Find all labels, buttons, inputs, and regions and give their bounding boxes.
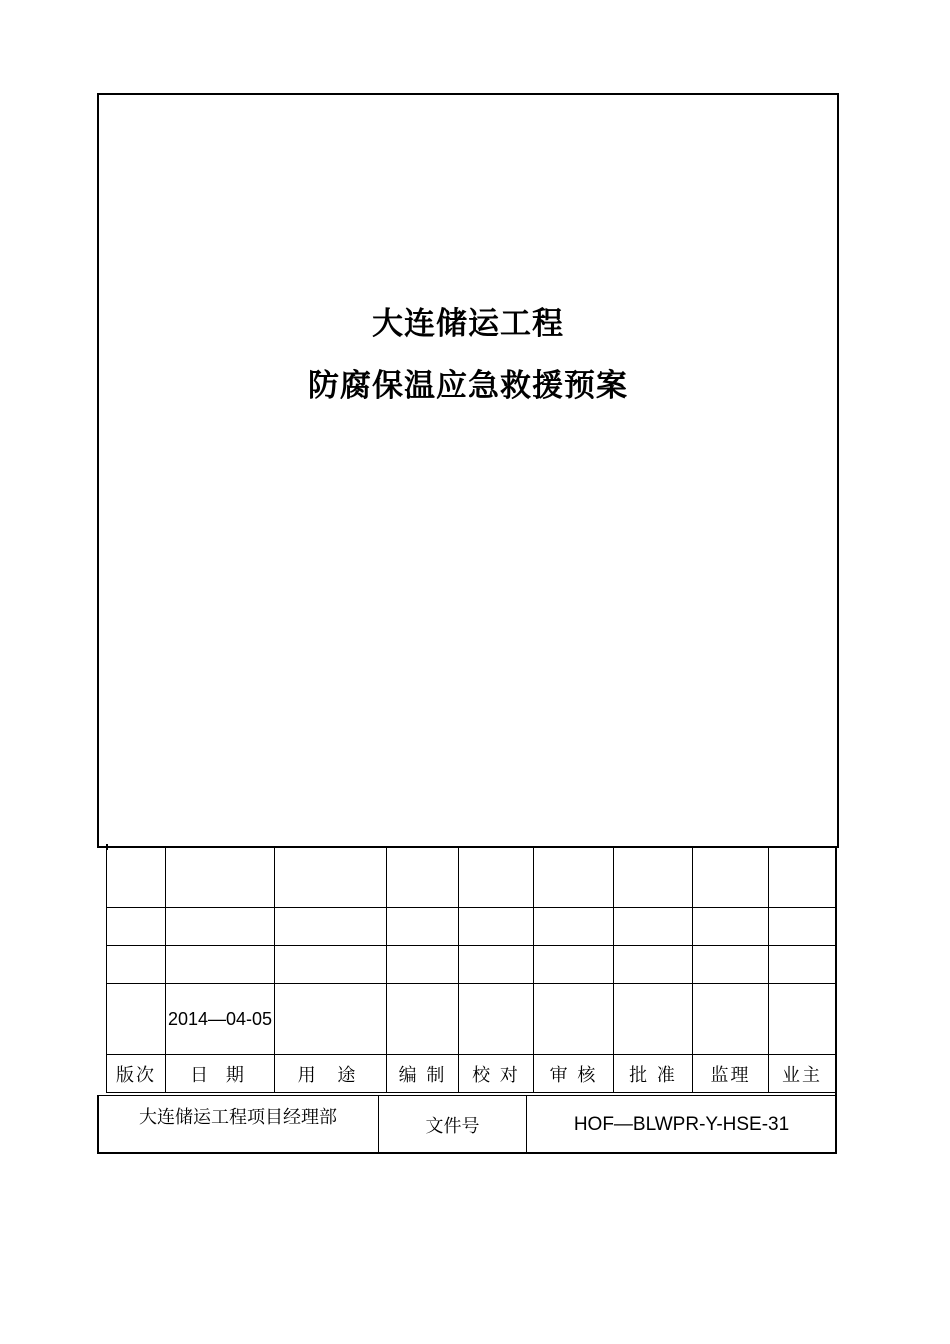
revision-row xyxy=(107,847,836,908)
footer-bottom-border xyxy=(97,1152,837,1154)
revision-row xyxy=(107,984,836,1055)
cell-approved xyxy=(614,984,693,1055)
cell-checked xyxy=(459,946,534,984)
cell-supervisor xyxy=(693,908,769,946)
footer-row xyxy=(98,1096,837,1154)
document-title-line2: 防腐保温应急救援预案 xyxy=(308,368,628,404)
cell-purpose xyxy=(275,946,387,984)
cell-version xyxy=(107,847,166,908)
cell-owner xyxy=(769,946,836,984)
cell-date xyxy=(166,908,275,946)
header-supervisor: 监理 xyxy=(693,1055,769,1093)
cell-checked xyxy=(459,908,534,946)
cell-prepared xyxy=(387,847,459,908)
header-date: 日 期 xyxy=(166,1055,275,1093)
cell-supervisor xyxy=(693,984,769,1055)
cell-supervisor xyxy=(693,946,769,984)
table-right-border xyxy=(835,846,837,1154)
footer-left-border xyxy=(97,1095,99,1154)
cell-date xyxy=(166,847,275,908)
doc-number-label: 文件号 xyxy=(379,1096,527,1154)
cell-owner xyxy=(769,984,836,1055)
doc-number: HOF—BLWPR-Y-HSE-31 xyxy=(527,1096,837,1154)
cell-reviewed xyxy=(534,908,614,946)
organization-name: 大连储运工程项目经理部 xyxy=(98,1096,379,1154)
cell-supervisor xyxy=(693,847,769,908)
cell-checked xyxy=(459,984,534,1055)
cell-reviewed xyxy=(534,984,614,1055)
cell-approved xyxy=(614,908,693,946)
cover-frame xyxy=(97,93,839,848)
cell-reviewed xyxy=(534,946,614,984)
revision-header-row xyxy=(107,1055,836,1093)
header-prepared: 编 制 xyxy=(387,1055,459,1093)
revision-table xyxy=(106,846,836,1093)
cell-version xyxy=(107,946,166,984)
cell-purpose xyxy=(275,908,387,946)
header-approved: 批 准 xyxy=(614,1055,693,1093)
cell-date xyxy=(166,946,275,984)
cell-checked xyxy=(459,847,534,908)
revision-row xyxy=(107,946,836,984)
cell-owner xyxy=(769,847,836,908)
cell-version xyxy=(107,984,166,1055)
header-reviewed: 审 核 xyxy=(534,1055,614,1093)
cell-purpose xyxy=(275,984,387,1055)
cell-prepared xyxy=(387,908,459,946)
cell-approved xyxy=(614,946,693,984)
cell-owner xyxy=(769,908,836,946)
cell-prepared xyxy=(387,946,459,984)
cell-reviewed xyxy=(534,847,614,908)
header-purpose: 用 途 xyxy=(275,1055,387,1093)
header-owner: 业主 xyxy=(769,1055,836,1093)
revision-row xyxy=(107,908,836,946)
header-checked: 校 对 xyxy=(459,1055,534,1093)
cell-date: 2014—04-05 xyxy=(166,984,275,1055)
cell-prepared xyxy=(387,984,459,1055)
cell-approved xyxy=(614,847,693,908)
document-title-line1: 大连储运工程 xyxy=(372,306,564,342)
cell-version xyxy=(107,908,166,946)
cell-purpose xyxy=(275,847,387,908)
footer-table xyxy=(97,1095,837,1154)
header-version: 版次 xyxy=(107,1055,166,1093)
